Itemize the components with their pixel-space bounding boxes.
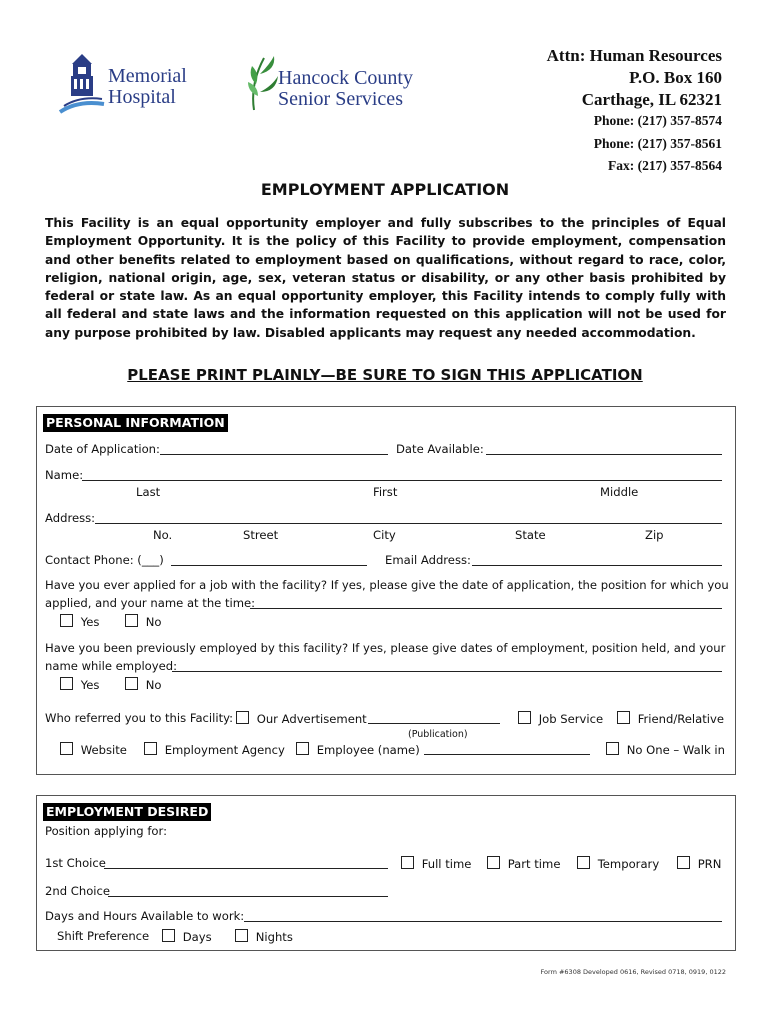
applied-yes-option[interactable] bbox=[60, 614, 99, 629]
address-state-caption: State bbox=[515, 528, 546, 542]
name-last-caption: Last bbox=[136, 485, 161, 499]
contact-phone-field[interactable] bbox=[171, 553, 367, 566]
date-of-application-field[interactable] bbox=[160, 442, 388, 455]
part-time-option[interactable] bbox=[487, 856, 560, 871]
shift-nights-option[interactable] bbox=[235, 929, 293, 944]
date-available-field[interactable] bbox=[486, 442, 722, 455]
shift-days-label: Days bbox=[182, 930, 212, 944]
part-time-checkbox[interactable] bbox=[487, 856, 500, 869]
shift-days-option[interactable] bbox=[162, 929, 212, 944]
prn-label: PRN bbox=[697, 857, 722, 871]
second-choice-field[interactable] bbox=[108, 884, 388, 897]
hancock-county-logo bbox=[246, 54, 416, 114]
employed-yes-label: Yes bbox=[80, 678, 100, 692]
leaf-icon bbox=[246, 54, 282, 112]
referral-friend-option[interactable] bbox=[617, 711, 724, 726]
date-available-label: Date Available: bbox=[396, 442, 484, 456]
memorial-logo-line2: Hospital bbox=[108, 86, 176, 108]
name-first-caption: First bbox=[373, 485, 398, 499]
memorial-hospital-logo bbox=[58, 52, 208, 118]
applied-no-option[interactable] bbox=[125, 614, 161, 629]
website-label: Website bbox=[80, 743, 127, 757]
employment-desired-heading: EMPLOYMENT DESIRED bbox=[43, 803, 211, 821]
address-no-caption: No. bbox=[153, 528, 173, 542]
address-attn: Attn: Human Resources bbox=[546, 46, 722, 65]
temporary-label: Temporary bbox=[597, 857, 660, 871]
address-street-caption: Street bbox=[243, 528, 279, 542]
employee-name-field[interactable] bbox=[424, 742, 590, 755]
address-fax: Fax: (217) 357-8564 bbox=[608, 158, 722, 173]
full-time-option[interactable] bbox=[401, 856, 471, 871]
prn-option[interactable] bbox=[677, 856, 721, 871]
address-phone-2: Phone: (217) 357-8561 bbox=[593, 136, 722, 151]
personal-information-heading: PERSONAL INFORMATION bbox=[43, 414, 228, 432]
days-hours-label: Days and Hours Available to work: bbox=[45, 909, 245, 923]
first-choice-field[interactable] bbox=[104, 856, 388, 869]
part-time-label: Part time bbox=[507, 857, 561, 871]
referral-no-one-option[interactable] bbox=[606, 742, 725, 757]
shift-preference-label: Shift Preference bbox=[57, 929, 150, 943]
job-service-label: Job Service bbox=[538, 712, 604, 726]
address-city-caption: City bbox=[373, 528, 396, 542]
applied-yes-checkbox[interactable] bbox=[60, 614, 73, 627]
print-notice: PLEASE PRINT PLAINLY—BE SURE TO SIGN THIS APPLICATION bbox=[127, 366, 643, 384]
prn-checkbox[interactable] bbox=[677, 856, 690, 869]
employed-no-label: No bbox=[145, 678, 162, 692]
address-city: Carthage, IL 62321 bbox=[581, 90, 722, 109]
applied-no-checkbox[interactable] bbox=[125, 614, 138, 627]
employed-before-field[interactable] bbox=[172, 659, 722, 672]
position-applying-label: Position applying for: bbox=[45, 824, 167, 838]
shift-days-checkbox[interactable] bbox=[162, 929, 175, 942]
first-choice-label: 1st Choice bbox=[45, 856, 106, 870]
employed-no-option[interactable] bbox=[125, 677, 161, 692]
referral-website-option[interactable] bbox=[60, 742, 127, 757]
friend-relative-label: Friend/Relative bbox=[637, 712, 725, 726]
temporary-checkbox[interactable] bbox=[577, 856, 590, 869]
eeo-statement: This Facility is an equal opportunity employer and fully subscribes to the principles of Equal Employment Opportunity. It is the policy of this Facility to provide employment, compensation and other benefits related to employment based on qualifications, without regard to race, color, religion, national origin, age, sex, veteran status or disability, or any other basis prohibited by federal or state law. As an equal opportunity employer, this Facility intends to comply fully with all federal and state laws and the information requested on this application will not be used for any purpose prohibited by law. Disabled applicants may request any needed accommodation. bbox=[45, 216, 726, 340]
employed-yes-checkbox[interactable] bbox=[60, 677, 73, 690]
applied-before-question-cont: applied, and your name at the time: bbox=[45, 596, 256, 610]
applied-no-label: No bbox=[145, 615, 162, 629]
email-address-label: Email Address: bbox=[385, 553, 471, 567]
referral-employee-option[interactable] bbox=[296, 742, 420, 757]
address-zip-caption: Zip bbox=[645, 528, 664, 542]
date-of-application-label: Date of Application: bbox=[45, 442, 160, 456]
friend-relative-checkbox[interactable] bbox=[617, 711, 630, 724]
hancock-logo-line1: Hancock County bbox=[278, 67, 413, 89]
email-address-field[interactable] bbox=[472, 553, 722, 566]
employment-agency-label: Employment Agency bbox=[164, 743, 285, 757]
employee-checkbox[interactable] bbox=[296, 742, 309, 755]
address-field[interactable] bbox=[95, 511, 722, 524]
applied-before-field[interactable] bbox=[250, 596, 722, 609]
employed-no-checkbox[interactable] bbox=[125, 677, 138, 690]
no-one-checkbox[interactable] bbox=[606, 742, 619, 755]
address-label: Address: bbox=[45, 511, 96, 525]
second-choice-label: 2nd Choice bbox=[45, 884, 111, 898]
applied-before-question: Have you ever applied for a job with the facility? If yes, please give the date of application, the position for which you bbox=[45, 578, 729, 592]
temporary-option[interactable] bbox=[577, 856, 659, 871]
job-service-checkbox[interactable] bbox=[518, 711, 531, 724]
shift-nights-label: Nights bbox=[255, 930, 293, 944]
shift-nights-checkbox[interactable] bbox=[235, 929, 248, 942]
form-footer: Form #6308 Developed 0616, Revised 0718, 0919, 0122 bbox=[540, 968, 726, 976]
no-one-label: No One – Walk in bbox=[626, 743, 725, 757]
employment-agency-checkbox[interactable] bbox=[144, 742, 157, 755]
name-middle-caption: Middle bbox=[600, 485, 639, 499]
page-title: EMPLOYMENT APPLICATION bbox=[260, 180, 510, 199]
referral-job-service-option[interactable] bbox=[518, 711, 603, 726]
referral-our-ad-option[interactable] bbox=[236, 711, 367, 726]
full-time-checkbox[interactable] bbox=[401, 856, 414, 869]
applied-yes-label: Yes bbox=[80, 615, 100, 629]
memorial-logo-line1: Memorial bbox=[108, 65, 187, 87]
contact-phone-label: Contact Phone: (___) bbox=[45, 553, 164, 567]
employee-name-label: Employee (name) bbox=[316, 743, 420, 757]
address-phone-1: Phone: (217) 357-8574 bbox=[593, 113, 722, 128]
referral-label: Who referred you to this Facility: bbox=[45, 711, 234, 725]
our-ad-label: Our Advertisement bbox=[256, 712, 367, 726]
our-ad-checkbox[interactable] bbox=[236, 711, 249, 724]
hancock-logo-line2: Senior Services bbox=[278, 88, 403, 110]
name-label: Name: bbox=[45, 468, 84, 482]
days-hours-field[interactable] bbox=[244, 909, 722, 922]
referral-agency-option[interactable] bbox=[144, 742, 285, 757]
publication-caption: (Publication) bbox=[408, 729, 468, 740]
full-time-label: Full time bbox=[421, 857, 472, 871]
publication-field[interactable] bbox=[368, 711, 500, 724]
name-field[interactable] bbox=[82, 468, 722, 481]
memorial-building-icon bbox=[58, 52, 106, 118]
employed-before-question: Have you been previously employed by this facility? If yes, please give dates of employment, position held, and your bbox=[45, 641, 726, 655]
address-po-box: P.O. Box 160 bbox=[629, 68, 722, 87]
website-checkbox[interactable] bbox=[60, 742, 73, 755]
employed-yes-option[interactable] bbox=[60, 677, 99, 692]
employed-before-question-cont: name while employed: bbox=[45, 659, 178, 673]
